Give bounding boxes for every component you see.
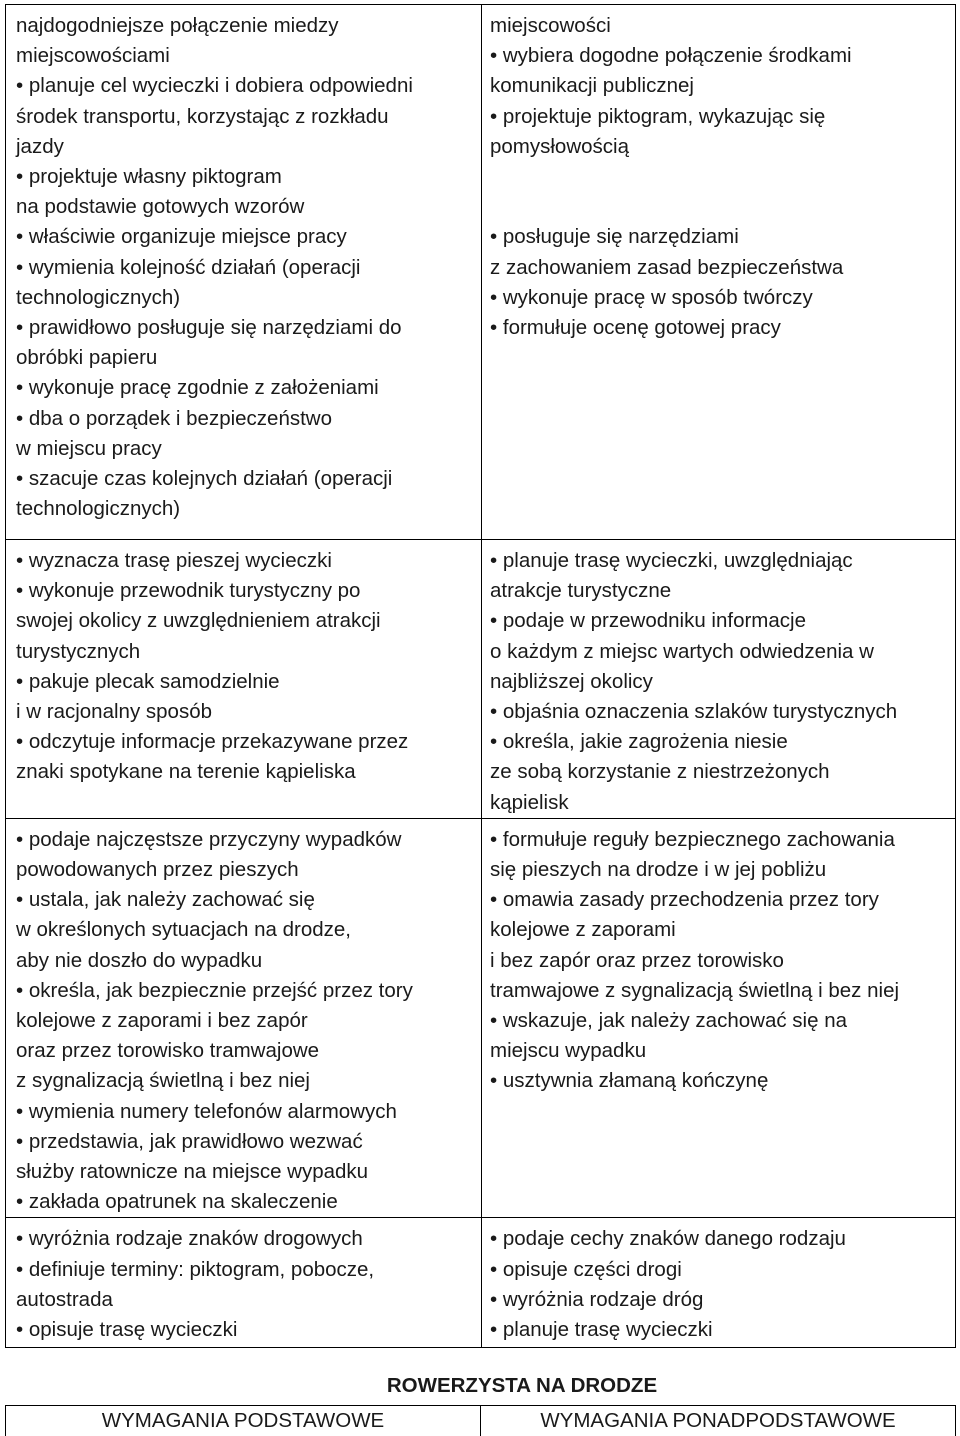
text-line: się pieszych na drodze i w jej pobliżu: [490, 858, 827, 882]
text-line: z sygnalizacją świetlną i bez niej: [16, 1069, 310, 1093]
text-line: technologicznych): [16, 497, 181, 521]
basic-requirements-cell: [6, 5, 482, 540]
bullet-item: • posługuje się narzędziami: [490, 222, 947, 252]
text-line: w miejscu pracy: [16, 436, 162, 460]
basic-requirements-cell: [6, 1218, 482, 1348]
bullet-item: • podaje najczęstsze przyczyny wypadków: [16, 825, 473, 855]
bullet-item: • usztywnia złamaną kończynę: [490, 1066, 947, 1096]
basic-requirements-cell: [6, 818, 482, 1218]
text-line: turystycznych: [16, 639, 141, 663]
bullet-item: • definiuje terminy: piktogram, pobocze,: [16, 1255, 473, 1285]
text-line: pomysłowością: [490, 134, 629, 158]
bullet-item: • podaje w przewodniku informacje: [490, 606, 947, 636]
bullet-item: • planuje trasę wycieczki, uwzględniając: [490, 546, 947, 576]
bullet-item: • przedstawia, jak prawidłowo wezwać: [16, 1127, 473, 1157]
text-line: [490, 162, 947, 192]
text-line: tramwajowe z sygnalizacją świetlną i bez niej: [490, 978, 900, 1002]
text-line: kolejowe z zaporami: [490, 918, 676, 942]
text-line: kąpielisk: [490, 790, 569, 814]
table-row: [6, 1218, 956, 1348]
text-line: najdogodniejsze połączenie miedzy: [16, 14, 339, 37]
text-line: miejscowościami: [16, 44, 170, 68]
requirements-table-body: [6, 5, 956, 1348]
bullet-item: • określa, jakie zagrożenia niesie: [490, 727, 947, 757]
bullet-item: • objaśnia oznaczenia szlaków turystycznych: [490, 697, 947, 727]
header-advanced-requirements: WYMAGANIA PONADPODSTAWOWE: [480, 1405, 956, 1436]
text-line: służby ratownicze na miejsce wypadku: [16, 1160, 369, 1184]
bullet-item: • ustala, jak należy zachować się: [16, 885, 473, 915]
text-line: środek transportu, korzystając z rozkładu: [16, 104, 389, 128]
text-line: swojej okolicy z uwzględnieniem atrakcji: [16, 609, 381, 633]
text-line: kolejowe z zaporami i bez zapór: [16, 1009, 308, 1033]
text-line: najbliższej okolicy: [490, 669, 653, 693]
table-row: [6, 540, 956, 819]
text-line: obróbki papieru: [16, 346, 158, 370]
text-line: o każdym z miejsc wartych odwiedzenia w: [490, 639, 874, 663]
text-line: [490, 192, 947, 222]
bullet-item: • podaje cechy znaków danego rodzaju: [490, 1224, 947, 1254]
table-row: [6, 5, 956, 540]
text-line: znaki spotykane na terenie kąpieliska: [16, 760, 356, 784]
bullet-item: • wykonuje pracę w sposób twórczy: [490, 283, 947, 313]
header-basic-requirements: WYMAGANIA PODSTAWOWE: [5, 1405, 481, 1436]
bullet-item: • wyróżnia rodzaje dróg: [490, 1285, 947, 1315]
bullet-item: • właściwie organizuje miejsce pracy: [16, 222, 473, 252]
text-line: komunikacji publicznej: [490, 74, 694, 98]
bullet-item: • dba o porządek i bezpieczeństwo: [16, 404, 473, 434]
text-line: aby nie doszło do wypadku: [16, 948, 263, 972]
text-line: miejscu wypadku: [490, 1039, 647, 1063]
bullet-item: • prawidłowo posługuje się narzędziami do: [16, 313, 473, 343]
bullet-item: • zakłada opatrunek na skaleczenie: [16, 1187, 473, 1217]
bullet-item: • wymienia numery telefonów alarmowych: [16, 1097, 473, 1127]
text-line: miejscowości: [490, 14, 611, 37]
bullet-item: • wskazuje, jak należy zachować się na: [490, 1006, 947, 1036]
section-title: ROWERZYSTA NA DRODZE: [386, 1374, 658, 1397]
text-line: i w racjonalny sposób: [16, 700, 212, 724]
requirements-table: [5, 4, 956, 1348]
advanced-requirements-cell: [482, 540, 956, 819]
advanced-requirements-cell: [482, 5, 956, 540]
bullet-item: • omawia zasady przechodzenia przez tory: [490, 885, 947, 915]
text-line: technologicznych): [16, 285, 181, 309]
bullet-item: • określa, jak bezpiecznie przejść przez tory: [16, 976, 473, 1006]
text-line: oraz przez torowisko tramwajowe: [16, 1039, 320, 1063]
table-row: [6, 818, 956, 1218]
bullet-item: • formułuje ocenę gotowej pracy: [490, 313, 947, 343]
text-line: na podstawie gotowych wzorów: [16, 195, 305, 219]
bullet-item: • formułuje reguły bezpiecznego zachowania: [490, 825, 947, 855]
text-line: autostrada: [16, 1287, 113, 1311]
bullet-item: • szacuje czas kolejnych działań (operacji: [16, 464, 473, 494]
bullet-item: • odczytuje informacje przekazywane przez: [16, 727, 473, 757]
advanced-requirements-cell: [482, 818, 956, 1218]
bullet-item: • wykonuje pracę zgodnie z założeniami: [16, 373, 473, 403]
bullet-item: • wymienia kolejność działań (operacji: [16, 253, 473, 283]
text-line: atrakcje turystyczne: [490, 579, 672, 603]
bullet-item: • wykonuje przewodnik turystyczny po: [16, 576, 473, 606]
bullet-item: • wybiera dogodne połączenie środkami: [490, 41, 947, 71]
text-line: i bez zapór oraz przez torowisko: [490, 948, 784, 972]
bullet-item: • projektuje własny piktogram: [16, 162, 473, 192]
bullet-item: • pakuje plecak samodzielnie: [16, 667, 473, 697]
text-line: w określonych sytuacjach na drodze,: [16, 918, 352, 942]
bullet-item: • projektuje piktogram, wykazując się: [490, 102, 947, 132]
bullet-item: • wyznacza trasę pieszej wycieczki: [16, 546, 473, 576]
bullet-item: • opisuje części drogi: [490, 1255, 947, 1285]
bullet-item: • wyróżnia rodzaje znaków drogowych: [16, 1224, 473, 1254]
text-line: z zachowaniem zasad bezpieczeństwa: [490, 255, 844, 279]
text-line: ze sobą korzystanie z niestrzeżonych: [490, 760, 830, 784]
bullet-item: • planuje cel wycieczki i dobiera odpowiedni: [16, 71, 473, 101]
text-line: powodowanych przez pieszych: [16, 858, 299, 882]
advanced-requirements-cell: [482, 1218, 956, 1348]
bullet-item: • planuje trasę wycieczki: [490, 1315, 947, 1345]
text-line: jazdy: [16, 134, 64, 158]
basic-requirements-cell: [6, 540, 482, 819]
bullet-item: • opisuje trasę wycieczki: [16, 1315, 473, 1345]
